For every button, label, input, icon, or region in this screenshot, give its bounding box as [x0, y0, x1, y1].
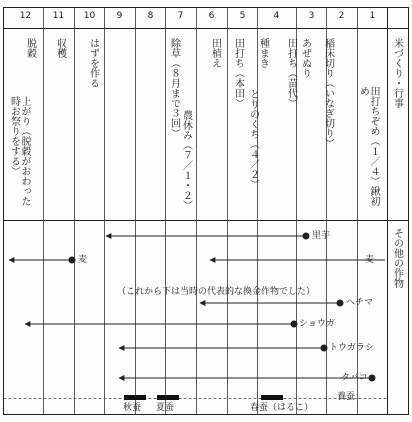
crop-tougarashi-label: トウガラシ: [329, 343, 375, 353]
event-torinokuchi: とりのくち（４／２）: [247, 89, 259, 189]
sericulture-title: 養蚕: [337, 392, 356, 402]
sericulture-summer: 夏蚕: [156, 403, 175, 413]
event-tanemaki: 種まき: [257, 38, 269, 68]
sericulture-spring: 春蚕（はるこ）: [250, 403, 314, 413]
event-josou: 除草（８月まで３回）: [168, 38, 180, 138]
month-6: 6: [208, 11, 215, 21]
event-azenuri: あぜぬり: [299, 38, 311, 78]
month-7: 7: [177, 11, 184, 21]
hechima-dot: [337, 300, 343, 306]
month-9: 9: [116, 11, 123, 21]
autumn-silkworm-bar: [124, 395, 146, 400]
month-8: 8: [147, 11, 154, 21]
event-agari: 上がり（脱穀がおわった時お祭りをする）: [8, 96, 30, 206]
event-dakkoku: 脱穀: [24, 38, 36, 58]
mugi-left-dot: [69, 257, 75, 263]
crop-tabako-label: タバコ: [341, 373, 368, 383]
event-tauchi-honden: 田打ち（本田）: [232, 38, 244, 108]
month-11: 11: [52, 11, 65, 21]
month-1: 1: [369, 11, 376, 21]
satoimo-dot: [303, 233, 309, 239]
month-4: 4: [273, 11, 280, 21]
crop-mugi-right-label: 麦: [365, 255, 375, 265]
event-nouyasumi: 農休み（７／１・２）: [180, 110, 192, 210]
crop-hechima-label: ヘチマ: [346, 298, 374, 308]
crop-satoimo-label: 里芋: [312, 231, 331, 241]
month-5: 5: [239, 11, 246, 21]
event-tauchizome: 田打ちぞめ（１／４）鍬初め: [357, 86, 379, 206]
crop-note: （これから下は当時の代表的な換金作物でした）: [117, 287, 316, 297]
summer-silkworm-bar: [157, 395, 179, 400]
month-12: 12: [19, 11, 32, 21]
crop-shouga-label: ショウガ: [299, 319, 335, 329]
month-3: 3: [308, 11, 315, 21]
event-shukaku: 収穫: [54, 38, 66, 58]
event-inadoko: 稲床切り（いなぎ切り）: [322, 38, 334, 148]
month-2: 2: [338, 11, 345, 21]
sericulture-autumn: 秋蚕: [123, 403, 142, 413]
outer-frame: [4, 8, 409, 415]
spring-silkworm-bar: [261, 395, 283, 400]
section-rice-label: 米づくり・行事: [391, 38, 403, 108]
month-10: 10: [83, 11, 96, 21]
section-crops-label: その他の作物: [391, 228, 403, 288]
tabako-dot: [369, 375, 375, 381]
tougarashi-dot: [321, 345, 327, 351]
event-taue: 田植え: [209, 38, 221, 68]
shouga-dot: [291, 321, 297, 327]
event-tauchi-nawashiro: 田打ち（苗代）: [285, 38, 297, 108]
event-hazu: はずを作る: [87, 38, 99, 88]
crop-mugi-left-label: 麦: [78, 255, 88, 265]
